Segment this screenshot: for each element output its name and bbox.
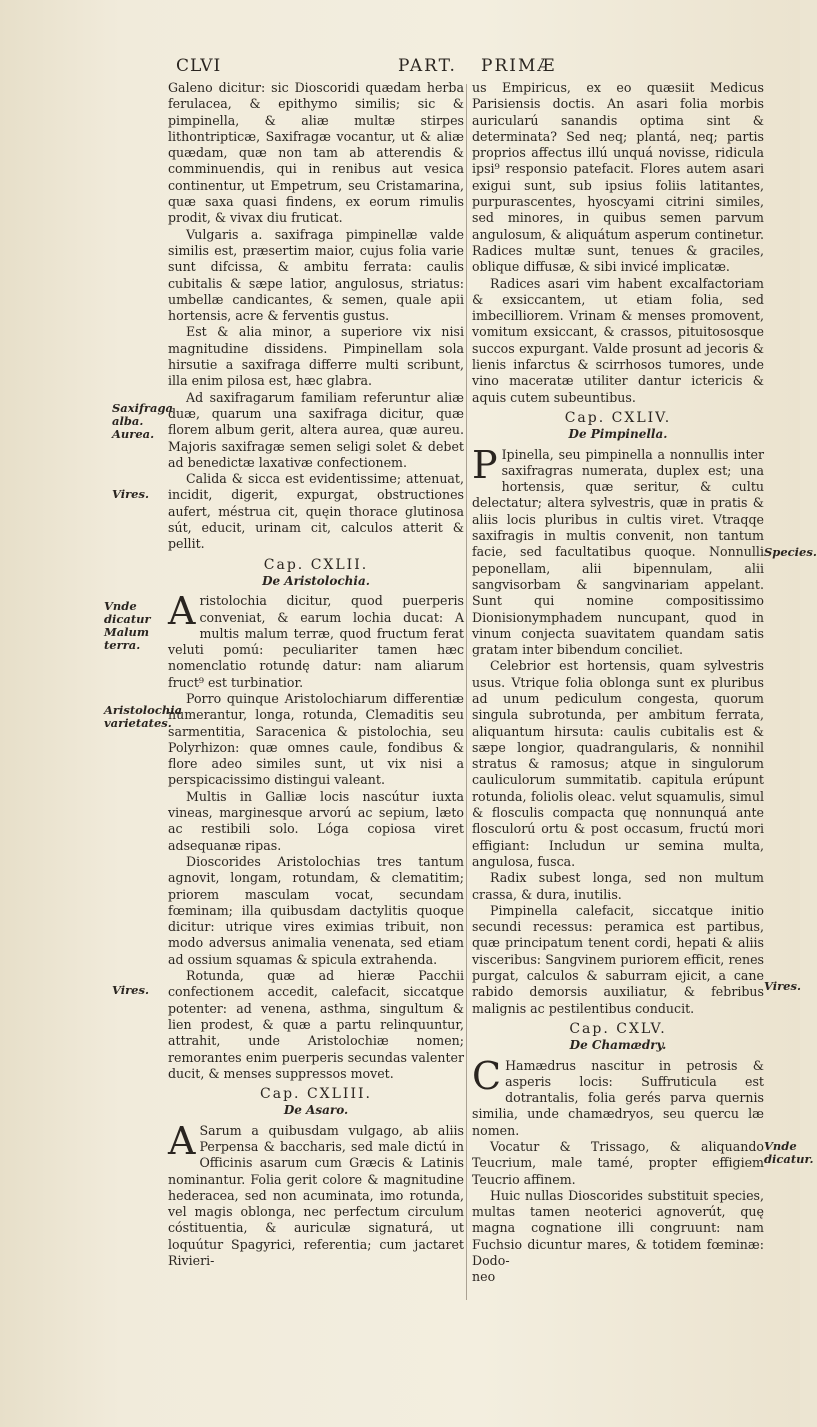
paragraph: Rotunda, quæ ad hieræ Pacchii confectionem accedit, calefacit, siccatque potenter: ad venena, asthma, singultum & lien prodest, & quæ a partu relinquuntur, attrahit, unde Aristolochiæ nomen; remorantes enim puerperis secundas valenter ducit, & menses suppressos movet. xyxy=(168,968,464,1081)
margin-note: Vires. xyxy=(112,983,149,997)
paragraph: Vocatur & Trissago, & aliquando Teucrium, male tamé, propter effigiem Teucrio affinem. xyxy=(472,1139,764,1187)
chapter-subtitle: De Chamædry. xyxy=(569,1038,667,1053)
margin-note: Vnde dicatur. xyxy=(764,1139,814,1166)
margin-note: Vnde dicatur Malum terra. xyxy=(104,599,151,652)
paragraph: us Empiricus, ex eo quæsiit Medicus Parisiensis doctis. An asari folia morbis auricularú sanandis optima sint & determinata? Sed neq; plantá, neq; partis proprios affectus illú unquá novisse, ridicula ipsi⁹ responsio patefacit. Flores autem asari exigui sunt, sub ipsius foliis latitantes, purpurascentes, hyoscyami citrini similes, sed minores, in quibus semen parvum angulosum, & aliquátum asperum continetur. Radices multæ sunt, tenues & graciles, oblique diffusæ, & sibi invicé implicatæ. xyxy=(472,80,764,275)
margin-note: Saxifraga alba. Aurea. xyxy=(112,401,173,441)
drop-capital: A xyxy=(168,589,196,634)
paragraph: Galeno dicitur: sic Dioscoridi quædam herba ferulacea, & epithymo similis; sic & pimpinella, & aliæ multæ stirpes lithontripticæ, Saxifragæ vocantur, ut & aliæ quædam, quæ non tam ab atterendis & comminuendis, qui in renibus aut vesica continentur, ut Empetrum, seu Cristamarina, quæ saxa quasi findens, ex eorum rimulis prodit, & vivax diu fruticat. xyxy=(168,80,464,226)
paragraph: Vulgaris a. saxifraga pimpinellæ valde similis est, præsertim maior, cujus folia varie sunt difcissa, & ambitu ferrata: caulis cubitalis & sæpe latior, angulosus, striatus: umbellæ candicantes, & semen, quale apii hortensis, acre & ferventis gustus. xyxy=(168,226,464,324)
right-column xyxy=(472,80,764,1286)
paragraph: Calida & sicca est evidentissime; attenuat, incidit, digerit, expurgat, obstructiones aufert, méstrua cit, quęin thorace glutinosa sút, educit, urinam cit, calculos atterit & pellit. xyxy=(168,471,464,552)
paragraph: Pimpinella calefacit, siccatque initio secundi recessus: peramica est partibus, quæ principatum tenent cordi, hepati & aliis visceribus: Sangvinem puriorem efficit, renes purgat, calculos & saburram ejicit, a cane rabido demorsis auxiliatur, & febribus malignis ac pestilentibus conducit. xyxy=(472,902,764,1016)
drop-capital: P xyxy=(472,442,498,487)
paragraph: Est & alia minor, a superiore vix nisi magnitudine dissidens. Pimpinellam sola hirsutie a saxifraga differre multi scribunt, illa enim pilosa est, hæc glabra. xyxy=(168,324,464,389)
paragraph: Radices asari vim habent excalfactoriam & exsiccantem, ut etiam folia, sed imbecilliorem. Vrinam & menses promovent, vomitum exsiccant, & crassos, pituitososque succos expurgant. Valde prosunt ad jecoris & lienis infarctus & scirrhosos tumores, unde vino maceratæ utiliter dantur ictericis & aquis cutem subeuntibus. xyxy=(472,275,764,405)
paragraph: Huic nullas Dioscorides substituit species, multas tamen neoterici agnoverút, quę magna cognatione illi congruunt: nam Fuchsio dicuntur mares, & totidem fœminæ: Dodo- xyxy=(472,1187,764,1269)
drop-capital: C xyxy=(472,1053,502,1098)
paragraph: Ad saxifragarum familiam referuntur aliæ duæ, quarum una saxifraga dicitur, quæ florem album gerit, altera aurea, quæ aureu. Majoris saxifragæ semen seligi solet & debet ad benedictæ laxativæ confectionem. xyxy=(168,389,464,470)
margin-note: Aristolochia varietates. xyxy=(104,703,183,730)
drop-capital: A xyxy=(168,1118,196,1163)
header-prima: PRIMÆ xyxy=(481,56,557,76)
paragraph: Dioscorides Aristolochias tres tantum agnovit, longam, rotundam, & clematitim; priorem masculam vocat, secundam fœminam; illa quibusdam dactylitis quoque dicitur: utrique vires eximias tribuit, non modo adversus animalia venenata, sed etiam ad ossium squamas & spicula extrahenda. xyxy=(168,853,464,967)
chapter-subtitle: De Asaro. xyxy=(283,1103,349,1118)
running-header xyxy=(176,56,756,82)
chapter-heading: Cap. CXLIII. xyxy=(260,1086,372,1103)
paragraph: C Hamædrus nascitur in petrosis & asperis locis: Suffruticula est dotrantalis, folia gerés parva quernis similia, unde chamædryos, seu quercu læ nomen. xyxy=(472,1053,764,1138)
catchword: neo xyxy=(472,1269,496,1285)
paragraph: A Sarum a quibusdam vulgago, ab aliis Perpensa & baccharis, sed male dictú in Officinis asarum cum Græcis & Latinis nominantur. Folia gerit colore & magnitudine hederacea, sed non acuminata, imo rotunda, vel magis oblonga, nec perfectum circulum cóstituentia, & auriculæ signaturá, ut loquútur Spagyrici, referentia; cum jactaret Rivieri- xyxy=(168,1118,464,1269)
chapter-subtitle: De Aristolochia. xyxy=(262,573,370,588)
chapter-heading: Cap. CXLIV. xyxy=(564,409,672,426)
column-divider xyxy=(466,84,467,1300)
left-column xyxy=(168,80,464,1269)
paragraph: Porro quinque Aristolochiarum differentiæ numerantur, longa, rotunda, Clemaditis seu sarmentitia, Saracenica & pistolochia, seu Polyrhizon: quæ omnes caule, fondibus & flore adeo similes sunt, ut vix nisi a perspicacissimo distingui valeant. xyxy=(168,690,464,788)
header-part: PART. xyxy=(398,56,457,76)
folio-number: CLVI xyxy=(176,56,222,76)
chapter-heading: Cap. CXLV. xyxy=(569,1020,667,1037)
chapter-subtitle: De Pimpinella. xyxy=(568,427,668,442)
paragraph: Radix subest longa, sed non multum crassa, & dura, inutilis. xyxy=(472,870,764,902)
paragraph: Multis in Galliæ locis nascútur iuxta vineas, marginesque arvorú ac sepium, læto ac restibili solo. Lóga copiosa viret adsequanæ ripas. xyxy=(168,788,464,853)
paragraph: Celebrior est hortensis, quam sylvestris usus. Vtrique folia oblonga sunt ex pluribus ad unum pediculum congesta, quorum singula subrotunda, per ambitum ferrata, aliquantum hirsuta: caulis cubitalis est & sæpe longior, quadrangularis, & nonnihil stratus & ramosus; atque in singulorum cauliculorum summitatib. capitula erúpunt rotunda, foliolis oleac. velut squamulis, simul & flosculis compacta quę nonnunquá ante flosculorú ortu & post occasum, fructú mori effigiant: Includun ur semina multa, angulosa, fusca. xyxy=(472,658,764,869)
margin-note: Species. xyxy=(764,545,817,559)
chapter-heading: Cap. CXLII. xyxy=(263,556,369,573)
margin-note: Vires. xyxy=(764,979,801,993)
margin-note: Vires. xyxy=(112,487,149,501)
paragraph: Aristolochia dicitur, quod puerperis conveniat, & earum lochia ducat: A multis malum terræ, quod fructum ferat veluti pomú: peculiariter tamen hæc nomenclatio rotundę datur: nam aliarum fruct⁹ est turbinatior. xyxy=(168,589,464,690)
paragraph: P Ipinella, seu pimpinella a nonnullis inter saxifragras numerata, duplex est; una hortensis, quæ seritur, & cultu delectatur; altera sylvestris, quæ in pratis & aliis locis pluribus in cultis viret. Vtraqqe saxifragis in multis convenit, non tantum facie, sed facultatibus quoque. Nonnulli peponellam, alii bipennulam, alii sangvisorbam & sangvinariam appelant. Sunt qui nomine compositissimo Dionisionymphadem nuncupant, quod in vinum conjecta suavitatem quandam satis gratam inter bibendum conciliet. xyxy=(472,442,764,658)
